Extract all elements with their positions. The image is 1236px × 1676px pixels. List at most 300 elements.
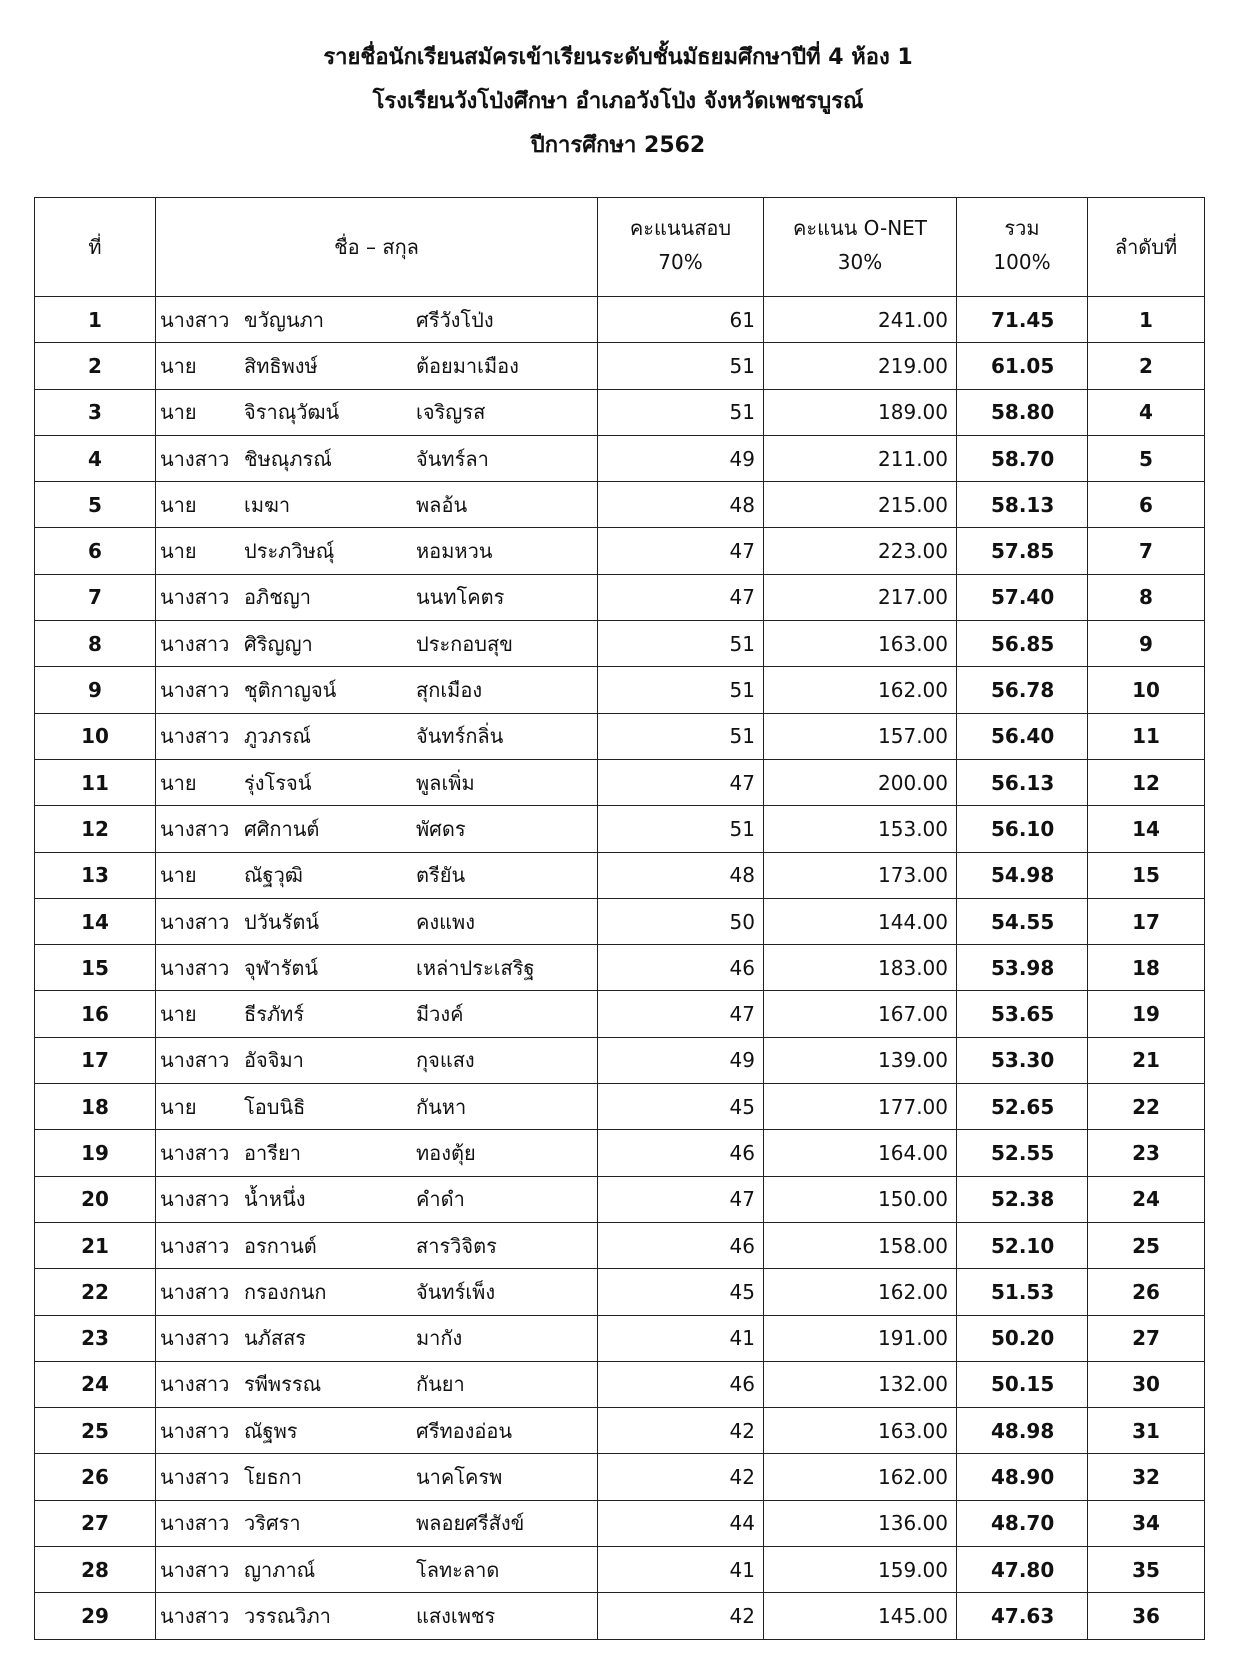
- cell-no: 27: [35, 1500, 156, 1546]
- cell-onet-score: 139.00: [764, 1037, 957, 1083]
- last-name: โลทะลาด: [416, 1557, 500, 1582]
- cell-exam-score: 41: [598, 1315, 764, 1361]
- cell-onet-score: 241.00: [764, 297, 957, 343]
- cell-name: [156, 1361, 598, 1407]
- name-prefix: นางสาว: [160, 1557, 230, 1582]
- table-row: [35, 574, 1205, 620]
- cell-total-score: 52.10: [957, 1222, 1088, 1268]
- cell-rank: 12: [1088, 759, 1205, 805]
- last-name: จันทร์เพ็ง: [416, 1279, 496, 1304]
- table-row: [35, 1593, 1205, 1639]
- cell-rank: 15: [1088, 852, 1205, 898]
- table-row: [35, 852, 1205, 898]
- cell-rank: 35: [1088, 1547, 1205, 1593]
- cell-exam-score: 46: [598, 1222, 764, 1268]
- cell-onet-score: 173.00: [764, 852, 957, 898]
- cell-exam-score: 47: [598, 574, 764, 620]
- cell-rank: 1: [1088, 297, 1205, 343]
- cell-exam-score: 51: [598, 667, 764, 713]
- name-prefix: นางสาว: [160, 1326, 230, 1351]
- cell-name: [156, 1500, 598, 1546]
- cell-rank: 7: [1088, 528, 1205, 574]
- last-name: แสงเพชร: [416, 1603, 496, 1628]
- cell-rank: 11: [1088, 713, 1205, 759]
- header-total-bot: 100%: [957, 246, 1088, 297]
- cell-total-score: 52.55: [957, 1130, 1088, 1176]
- table-row: [35, 991, 1205, 1037]
- document-header: [0, 36, 1236, 168]
- table-row: [35, 435, 1205, 481]
- cell-rank: 34: [1088, 1500, 1205, 1546]
- last-name: ทองตุ้ย: [416, 1140, 476, 1165]
- title-line-1: รายชื่อนักเรียนสมัครเข้าเรียนระดับชั้นมัธยมศึกษาปีที่ 4 ห้อง 1: [323, 45, 913, 70]
- cell-name: [156, 1454, 598, 1500]
- cell-exam-score: 49: [598, 435, 764, 481]
- last-name: ตรียัน: [416, 863, 466, 888]
- header-exam-top: คะแนนสอบ: [598, 198, 764, 247]
- name-prefix: นางสาว: [160, 1465, 230, 1490]
- cell-rank: 31: [1088, 1408, 1205, 1454]
- cell-rank: 14: [1088, 806, 1205, 852]
- cell-name: [156, 1547, 598, 1593]
- cell-name: [156, 1408, 598, 1454]
- cell-onet-score: 150.00: [764, 1176, 957, 1222]
- cell-rank: 32: [1088, 1454, 1205, 1500]
- last-name: สารวิจิตร: [416, 1233, 497, 1258]
- cell-total-score: 53.30: [957, 1037, 1088, 1083]
- cell-exam-score: 44: [598, 1500, 764, 1546]
- cell-exam-score: 47: [598, 1176, 764, 1222]
- first-name: รพีพรรณ: [244, 1372, 322, 1397]
- header-name: ชื่อ – สกุล: [156, 198, 598, 297]
- cell-total-score: 71.45: [957, 297, 1088, 343]
- cell-onet-score: 153.00: [764, 806, 957, 852]
- table-row: [35, 1037, 1205, 1083]
- cell-no: 1: [35, 297, 156, 343]
- cell-rank: 21: [1088, 1037, 1205, 1083]
- cell-exam-score: 48: [598, 852, 764, 898]
- cell-no: 8: [35, 621, 156, 667]
- name-prefix: นางสาว: [160, 1140, 230, 1165]
- cell-onet-score: 157.00: [764, 713, 957, 759]
- cell-no: 4: [35, 435, 156, 481]
- cell-name: [156, 1593, 598, 1639]
- cell-rank: 2: [1088, 343, 1205, 389]
- cell-exam-score: 47: [598, 528, 764, 574]
- title-line-3: ปีการศึกษา 2562: [530, 133, 706, 158]
- first-name: จุฬารัตน์: [244, 955, 319, 980]
- cell-name: [156, 389, 598, 435]
- table-row: [35, 343, 1205, 389]
- first-name: อารียา: [244, 1140, 301, 1165]
- cell-total-score: 51.53: [957, 1269, 1088, 1315]
- cell-name: [156, 1176, 598, 1222]
- cell-onet-score: 162.00: [764, 1269, 957, 1315]
- cell-total-score: 54.55: [957, 898, 1088, 944]
- cell-rank: 6: [1088, 482, 1205, 528]
- last-name: ประกอบสุข: [416, 631, 513, 656]
- cell-name: [156, 482, 598, 528]
- first-name: ภูวภรณ์: [244, 724, 311, 749]
- cell-exam-score: 45: [598, 1269, 764, 1315]
- name-prefix: นางสาว: [160, 1372, 230, 1397]
- cell-no: 23: [35, 1315, 156, 1361]
- name-prefix: นาย: [160, 863, 197, 888]
- name-prefix: นางสาว: [160, 307, 230, 332]
- cell-rank: 8: [1088, 574, 1205, 620]
- name-prefix: นางสาว: [160, 955, 230, 980]
- first-name: ขวัญนภา: [244, 307, 325, 332]
- name-prefix: นางสาว: [160, 909, 230, 934]
- cell-no: 24: [35, 1361, 156, 1407]
- first-name: ศิริญญา: [244, 631, 313, 656]
- last-name: จันทร์กลิ่น: [416, 724, 504, 749]
- cell-name: [156, 1130, 598, 1176]
- student-score-table: [34, 197, 1205, 1640]
- cell-name: [156, 297, 598, 343]
- cell-total-score: 53.98: [957, 945, 1088, 991]
- header-rank: ลำดับที่: [1088, 198, 1205, 297]
- cell-exam-score: 42: [598, 1454, 764, 1500]
- cell-onet-score: 215.00: [764, 482, 957, 528]
- first-name: อภิชญา: [244, 585, 312, 610]
- cell-rank: 18: [1088, 945, 1205, 991]
- cell-rank: 4: [1088, 389, 1205, 435]
- cell-exam-score: 51: [598, 343, 764, 389]
- name-prefix: นาย: [160, 353, 197, 378]
- title-line-2: โรงเรียนวังโป่งศึกษา อำเภอวังโป่ง จังหวัดเพชรบูรณ์: [372, 89, 864, 114]
- cell-name: [156, 1222, 598, 1268]
- cell-no: 17: [35, 1037, 156, 1083]
- cell-rank: 36: [1088, 1593, 1205, 1639]
- cell-rank: 19: [1088, 991, 1205, 1037]
- last-name: พัศดร: [416, 816, 466, 841]
- header-onet-top: คะแนน O-NET: [764, 198, 957, 247]
- cell-onet-score: 223.00: [764, 528, 957, 574]
- cell-onet-score: 158.00: [764, 1222, 957, 1268]
- cell-onet-score: 162.00: [764, 1454, 957, 1500]
- cell-onet-score: 132.00: [764, 1361, 957, 1407]
- name-prefix: นาย: [160, 492, 197, 517]
- cell-name: [156, 1037, 598, 1083]
- cell-no: 11: [35, 759, 156, 805]
- cell-onet-score: 211.00: [764, 435, 957, 481]
- name-prefix: นางสาว: [160, 1511, 230, 1536]
- last-name: พูลเพิ่ม: [416, 770, 475, 795]
- cell-total-score: 57.40: [957, 574, 1088, 620]
- cell-rank: 5: [1088, 435, 1205, 481]
- cell-exam-score: 51: [598, 621, 764, 667]
- name-prefix: นางสาว: [160, 724, 230, 749]
- name-prefix: นาย: [160, 770, 197, 795]
- cell-rank: 23: [1088, 1130, 1205, 1176]
- cell-total-score: 58.80: [957, 389, 1088, 435]
- cell-exam-score: 50: [598, 898, 764, 944]
- last-name: ศรีทองอ่อน: [416, 1418, 513, 1443]
- name-prefix: นางสาว: [160, 1048, 230, 1073]
- first-name: จิราณุวัฒน์: [244, 400, 340, 425]
- cell-exam-score: 61: [598, 297, 764, 343]
- cell-name: [156, 621, 598, 667]
- first-name: วรรณวิภา: [244, 1603, 331, 1628]
- cell-total-score: 52.65: [957, 1084, 1088, 1130]
- name-prefix: นางสาว: [160, 1187, 230, 1212]
- last-name: ศรีวังโป่ง: [416, 307, 494, 332]
- cell-onet-score: 219.00: [764, 343, 957, 389]
- cell-onet-score: 159.00: [764, 1547, 957, 1593]
- name-prefix: นางสาว: [160, 446, 230, 471]
- cell-no: 15: [35, 945, 156, 991]
- cell-exam-score: 41: [598, 1547, 764, 1593]
- cell-exam-score: 46: [598, 1361, 764, 1407]
- table-row: [35, 1084, 1205, 1130]
- cell-name: [156, 667, 598, 713]
- cell-name: [156, 852, 598, 898]
- cell-exam-score: 42: [598, 1408, 764, 1454]
- cell-exam-score: 49: [598, 1037, 764, 1083]
- cell-no: 26: [35, 1454, 156, 1500]
- cell-exam-score: 51: [598, 389, 764, 435]
- cell-total-score: 47.80: [957, 1547, 1088, 1593]
- name-prefix: นางสาว: [160, 816, 230, 841]
- last-name: พลอยศรีสังข์: [416, 1511, 525, 1536]
- cell-no: 2: [35, 343, 156, 389]
- cell-total-score: 48.98: [957, 1408, 1088, 1454]
- cell-no: 29: [35, 1593, 156, 1639]
- cell-exam-score: 48: [598, 482, 764, 528]
- last-name: นนทโคตร: [416, 585, 505, 610]
- table-row: [35, 528, 1205, 574]
- cell-no: 19: [35, 1130, 156, 1176]
- name-prefix: นางสาว: [160, 631, 230, 656]
- cell-name: [156, 574, 598, 620]
- cell-total-score: 48.70: [957, 1500, 1088, 1546]
- cell-name: [156, 1269, 598, 1315]
- cell-rank: 22: [1088, 1084, 1205, 1130]
- first-name: ญาภาณ์: [244, 1557, 316, 1582]
- table-row: [35, 621, 1205, 667]
- last-name: พลอ้น: [416, 492, 468, 517]
- cell-total-score: 52.38: [957, 1176, 1088, 1222]
- table-row: [35, 1130, 1205, 1176]
- name-prefix: นางสาว: [160, 678, 230, 703]
- cell-total-score: 56.78: [957, 667, 1088, 713]
- table-row: [35, 1500, 1205, 1546]
- cell-name: [156, 1315, 598, 1361]
- cell-exam-score: 47: [598, 991, 764, 1037]
- cell-exam-score: 47: [598, 759, 764, 805]
- first-name: โยธกา: [244, 1465, 303, 1490]
- cell-total-score: 48.90: [957, 1454, 1088, 1500]
- cell-exam-score: 42: [598, 1593, 764, 1639]
- cell-total-score: 58.70: [957, 435, 1088, 481]
- cell-total-score: 50.15: [957, 1361, 1088, 1407]
- table-row: [35, 297, 1205, 343]
- cell-onet-score: 144.00: [764, 898, 957, 944]
- cell-total-score: 56.13: [957, 759, 1088, 805]
- cell-total-score: 47.63: [957, 1593, 1088, 1639]
- table-row: [35, 713, 1205, 759]
- first-name: อรกานต์: [244, 1233, 317, 1258]
- cell-total-score: 56.10: [957, 806, 1088, 852]
- cell-no: 16: [35, 991, 156, 1037]
- table-row: [35, 1454, 1205, 1500]
- cell-rank: 17: [1088, 898, 1205, 944]
- table-row: [35, 898, 1205, 944]
- cell-onet-score: 191.00: [764, 1315, 957, 1361]
- cell-total-score: 50.20: [957, 1315, 1088, 1361]
- last-name: กุจแสง: [416, 1048, 475, 1073]
- cell-name: [156, 945, 598, 991]
- name-prefix: นางสาว: [160, 1418, 230, 1443]
- cell-exam-score: 46: [598, 945, 764, 991]
- cell-no: 6: [35, 528, 156, 574]
- first-name: เมฆา: [244, 492, 291, 517]
- cell-no: 5: [35, 482, 156, 528]
- cell-rank: 9: [1088, 621, 1205, 667]
- header-onet-bot: 30%: [764, 246, 957, 297]
- first-name: โอบนิธิ: [244, 1094, 306, 1119]
- name-prefix: นางสาว: [160, 1233, 230, 1258]
- header-total-top: รวม: [957, 198, 1088, 247]
- cell-onet-score: 163.00: [764, 1408, 957, 1454]
- cell-no: 10: [35, 713, 156, 759]
- last-name: คงแพง: [416, 909, 475, 934]
- cell-rank: 10: [1088, 667, 1205, 713]
- last-name: ต้อยมาเมือง: [416, 353, 519, 378]
- last-name: มีวงค์: [416, 1002, 464, 1027]
- table-header: [35, 198, 1205, 297]
- first-name: ชุติกาญจน์: [244, 678, 337, 703]
- table-row: [35, 1315, 1205, 1361]
- table-row: [35, 482, 1205, 528]
- cell-rank: 25: [1088, 1222, 1205, 1268]
- cell-total-score: 54.98: [957, 852, 1088, 898]
- cell-no: 7: [35, 574, 156, 620]
- cell-onet-score: 217.00: [764, 574, 957, 620]
- header-exam-bot: 70%: [598, 246, 764, 297]
- first-name: อัจจิมา: [244, 1048, 304, 1073]
- name-prefix: นาย: [160, 1094, 197, 1119]
- cell-name: [156, 343, 598, 389]
- cell-onet-score: 200.00: [764, 759, 957, 805]
- cell-no: 28: [35, 1547, 156, 1593]
- cell-name: [156, 435, 598, 481]
- cell-name: [156, 991, 598, 1037]
- cell-name: [156, 898, 598, 944]
- first-name: ชิษณุภรณ์: [244, 446, 332, 471]
- last-name: มากัง: [416, 1326, 463, 1351]
- last-name: สุกเมือง: [416, 678, 483, 703]
- first-name: นภัสสร: [244, 1326, 307, 1351]
- table-row: [35, 945, 1205, 991]
- cell-exam-score: 45: [598, 1084, 764, 1130]
- first-name: ณัฐพร: [244, 1418, 298, 1443]
- cell-no: 12: [35, 806, 156, 852]
- cell-rank: 24: [1088, 1176, 1205, 1222]
- cell-no: 9: [35, 667, 156, 713]
- cell-exam-score: 51: [598, 713, 764, 759]
- cell-total-score: 53.65: [957, 991, 1088, 1037]
- last-name: จันทร์ลา: [416, 446, 489, 471]
- cell-no: 20: [35, 1176, 156, 1222]
- name-prefix: นาย: [160, 400, 197, 425]
- cell-rank: 30: [1088, 1361, 1205, 1407]
- cell-onet-score: 183.00: [764, 945, 957, 991]
- cell-no: 25: [35, 1408, 156, 1454]
- table-body: [35, 297, 1205, 1640]
- cell-no: 21: [35, 1222, 156, 1268]
- cell-onet-score: 167.00: [764, 991, 957, 1037]
- table-row: [35, 1222, 1205, 1268]
- last-name: นาคโครพ: [416, 1465, 503, 1490]
- table-row: [35, 1547, 1205, 1593]
- cell-no: 18: [35, 1084, 156, 1130]
- name-prefix: นาย: [160, 1002, 197, 1027]
- name-prefix: นางสาว: [160, 1603, 230, 1628]
- cell-onet-score: 136.00: [764, 1500, 957, 1546]
- first-name: รุ่งโรจน์: [244, 770, 312, 795]
- last-name: หอมหวน: [416, 539, 493, 564]
- cell-total-score: 57.85: [957, 528, 1088, 574]
- cell-no: 13: [35, 852, 156, 898]
- cell-onet-score: 162.00: [764, 667, 957, 713]
- cell-onet-score: 164.00: [764, 1130, 957, 1176]
- last-name: กันหา: [416, 1094, 467, 1119]
- cell-onet-score: 145.00: [764, 1593, 957, 1639]
- cell-total-score: 58.13: [957, 482, 1088, 528]
- cell-exam-score: 46: [598, 1130, 764, 1176]
- cell-name: [156, 806, 598, 852]
- name-prefix: นางสาว: [160, 1279, 230, 1304]
- cell-total-score: 56.40: [957, 713, 1088, 759]
- last-name: เจริญรส: [416, 400, 486, 425]
- first-name: ธีรภัทร์: [244, 1002, 305, 1027]
- table-row: [35, 1361, 1205, 1407]
- header-no: ที่: [35, 198, 156, 297]
- cell-rank: 26: [1088, 1269, 1205, 1315]
- first-name: สิทธิพงษ์: [244, 353, 318, 378]
- last-name: คำดำ: [416, 1187, 465, 1212]
- cell-name: [156, 759, 598, 805]
- cell-no: 14: [35, 898, 156, 944]
- table-row: [35, 759, 1205, 805]
- cell-onet-score: 177.00: [764, 1084, 957, 1130]
- cell-name: [156, 1084, 598, 1130]
- cell-no: 22: [35, 1269, 156, 1315]
- first-name: วริศรา: [244, 1511, 301, 1536]
- cell-rank: 27: [1088, 1315, 1205, 1361]
- cell-name: [156, 713, 598, 759]
- cell-exam-score: 51: [598, 806, 764, 852]
- table-row: [35, 806, 1205, 852]
- name-prefix: นางสาว: [160, 585, 230, 610]
- cell-onet-score: 189.00: [764, 389, 957, 435]
- cell-no: 3: [35, 389, 156, 435]
- first-name: ศศิกานต์: [244, 816, 320, 841]
- table-row: [35, 1176, 1205, 1222]
- first-name: กรองกนก: [244, 1279, 327, 1304]
- table-row: [35, 1408, 1205, 1454]
- cell-onet-score: 163.00: [764, 621, 957, 667]
- table-row: [35, 1269, 1205, 1315]
- cell-name: [156, 528, 598, 574]
- first-name: น้ำหนึ่ง: [244, 1187, 306, 1212]
- table-row: [35, 389, 1205, 435]
- first-name: ณัฐวุฒิ: [244, 863, 303, 888]
- cell-total-score: 56.85: [957, 621, 1088, 667]
- table-row: [35, 667, 1205, 713]
